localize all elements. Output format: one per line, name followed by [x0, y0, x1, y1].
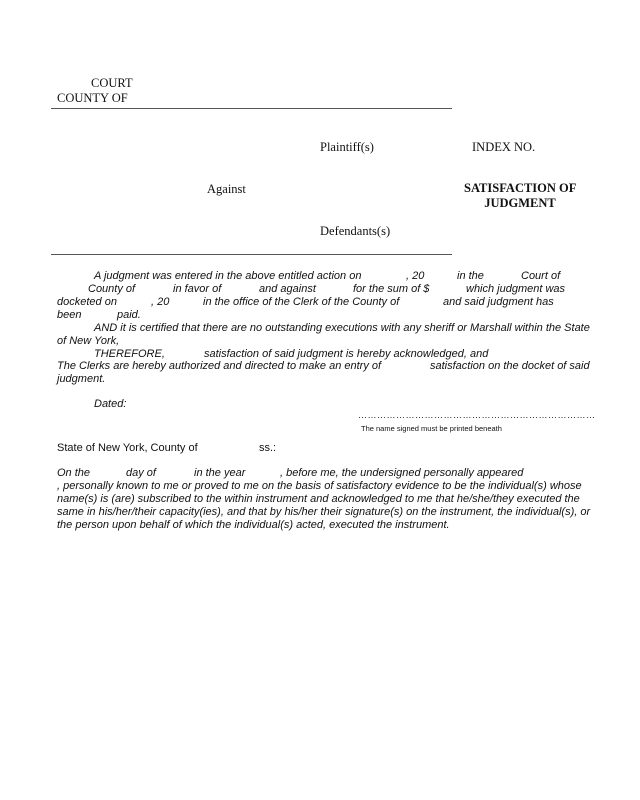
- body-line-4-seg: been: [57, 309, 82, 321]
- body-line-3-seg: and said judgment has: [443, 296, 554, 308]
- ack-line-4: same in his/her/their capacity(ies), and that by his/her their signature(s) on the instrument, the individual(s), or: [57, 506, 591, 518]
- body-line-8-seg: satisfaction on the docket of said: [430, 360, 590, 372]
- body-line-2-seg: County of: [88, 283, 136, 295]
- body-line-7-seg: THEREFORE,: [94, 348, 165, 360]
- body-line-2-seg: for the sum of $: [353, 283, 430, 295]
- signature-caption: The name signed must be printed beneath: [361, 424, 502, 433]
- body-line-2-seg: which judgment was: [466, 283, 566, 295]
- county-of-label: COUNTY OF: [57, 91, 128, 105]
- plaintiff-label: Plaintiff(s): [320, 140, 374, 154]
- body-line-2-seg: and against: [259, 283, 316, 295]
- body-line-5: AND it is certified that there are no outstanding executions with any sheriff or Marshall within the State: [94, 322, 590, 334]
- body-line-1-seg: Court of: [521, 270, 561, 282]
- defendant-label: Defendants(s): [320, 224, 391, 238]
- against-label: Against: [207, 182, 246, 196]
- ack-line-5: the person upon behalf of which the individual(s) acted, executed the instrument.: [57, 519, 450, 531]
- signature-line: …………………………………………………………………: [358, 410, 596, 420]
- header-divider-top: [51, 108, 452, 109]
- ack-line-3: name(s) is (are) subscribed to the within instrument and acknowledged to me that he/she/they executed the: [57, 493, 580, 505]
- body-line-7-seg: satisfaction of said judgment is hereby acknowledged, and: [204, 348, 489, 360]
- body-line-9: judgment.: [57, 373, 106, 385]
- ack-line-1-seg: , before me, the undersigned personally appeared: [280, 467, 524, 479]
- ack-line-1-seg: On the: [57, 467, 91, 479]
- ack-line-1-seg: day of: [126, 467, 156, 479]
- body-line-1-seg: in the: [457, 270, 484, 282]
- body-line-1-seg: , 20: [406, 270, 425, 282]
- header-divider-bottom: [51, 254, 452, 255]
- dated-label: Dated:: [94, 398, 127, 410]
- ack-line-1-seg: in the year: [194, 467, 246, 479]
- body-line-1-seg: A judgment was entered in the above entitled action on: [94, 270, 362, 282]
- ss-label: ss.:: [259, 442, 277, 454]
- body-line-6: of New York,: [57, 335, 120, 347]
- ack-line-2: , personally known to me or proved to me on the basis of satisfactory evidence to be the individual(s) whose: [57, 480, 582, 492]
- document-title-line2: JUDGMENT: [484, 196, 556, 210]
- body-line-2-seg: in favor of: [173, 283, 222, 295]
- body-line-4-seg: paid.: [117, 309, 141, 321]
- index-no-label: INDEX NO.: [472, 140, 536, 154]
- body-line-3-seg: , 20: [151, 296, 170, 308]
- court-label: COURT: [91, 76, 133, 90]
- body-line-3-seg: docketed on: [57, 296, 117, 308]
- state-county-line: State of New York, County of: [57, 442, 198, 454]
- body-line-8-seg: The Clerks are hereby authorized and directed to make an entry of: [57, 360, 382, 372]
- document-title-line1: SATISFACTION OF: [464, 181, 577, 195]
- body-line-3-seg: in the office of the Clerk of the County of: [203, 296, 400, 308]
